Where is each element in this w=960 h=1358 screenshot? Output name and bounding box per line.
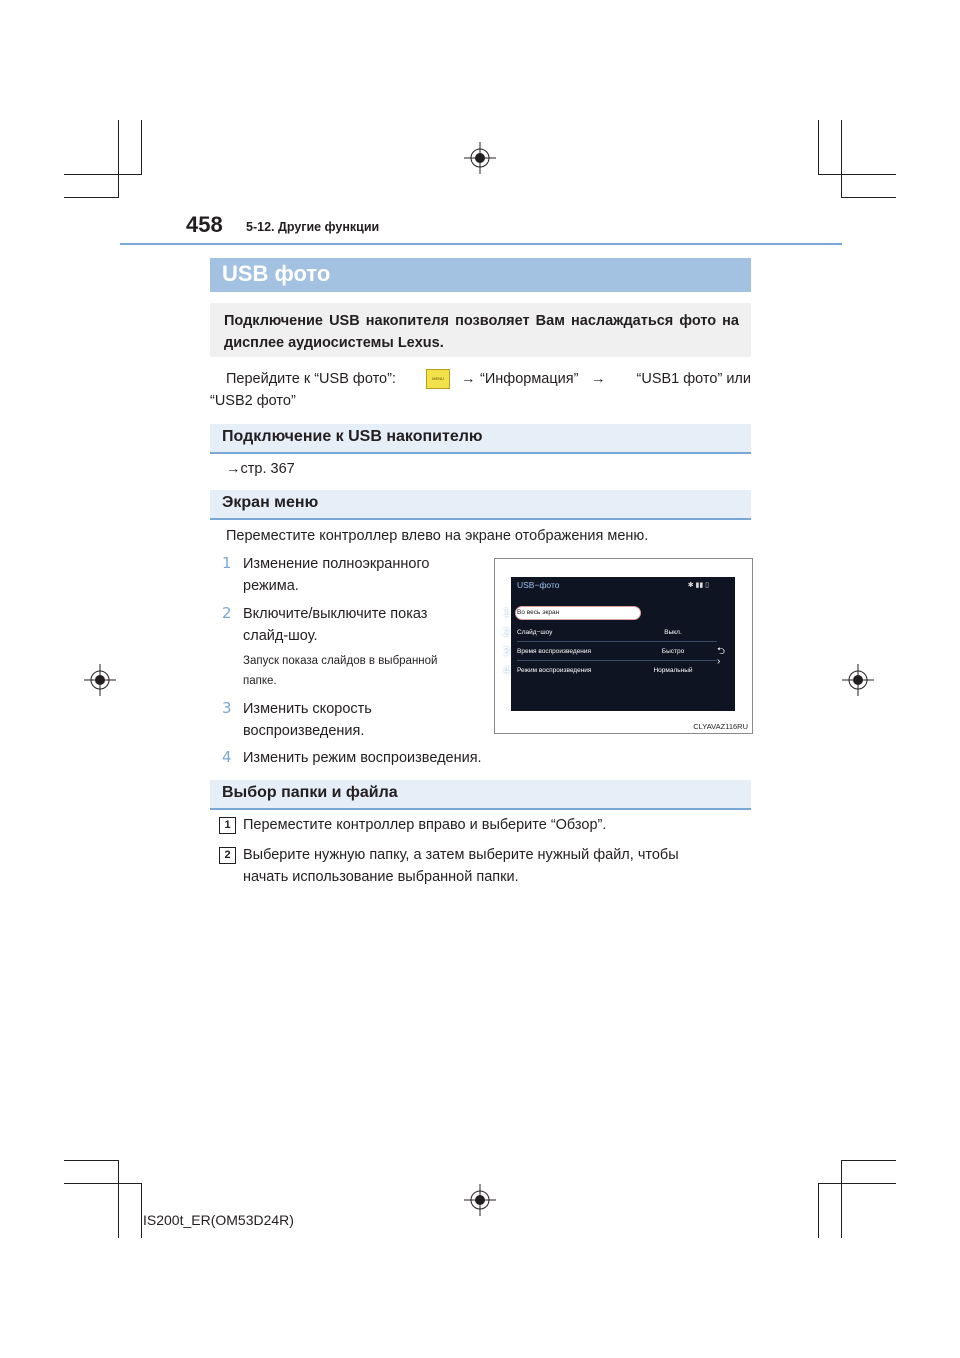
crop-mark [64,1160,119,1161]
nav-step-info: “Информация” [480,371,579,387]
page-reference-text: стр. 367 [240,461,295,477]
callout-number: 2 [222,604,232,622]
screen-row-label: Режим воспроизведения [517,667,592,674]
crop-mark [141,1183,142,1238]
nav-path-line2: “USB2 фото” [210,393,296,409]
arrow-icon: → [226,461,241,477]
crop-mark [841,120,842,198]
image-code: CLYAVAZ116RU [693,722,748,731]
screen-row-label: Слайд−шоу [517,629,553,636]
screen-row-value: Нормальный [653,667,693,674]
callout-note: Запуск показа слайдов в выбранной [243,655,438,667]
arrow-icon: → [591,371,606,387]
arrow-icon: → [461,371,476,387]
registration-mark-icon [464,1184,496,1216]
registration-mark-icon [84,664,116,696]
screen-callout: 1 [503,606,510,619]
crop-mark [64,174,142,175]
section-heading-bar [210,490,751,520]
menu-lead-text: Переместите контроллер влево на экране отображения меню. [226,528,649,544]
page-number: 458 [186,212,223,237]
header-rule [120,243,842,245]
crop-mark [141,120,142,175]
screen-side-arrow-icon: ⮌ › [717,646,726,667]
screen-row-value: Выкл. [664,629,682,636]
section-heading-bar [210,424,751,454]
callout-text: Включите/выключите показ [243,606,428,622]
section-heading: Подключение к USB накопителю [222,428,483,445]
step-number: 1 [219,817,236,834]
page-reference [226,458,295,480]
screen-row-label: Во весь экран [517,609,560,616]
step-number: 2 [219,847,236,864]
crop-mark [818,120,819,175]
section-heading-bar [210,780,751,810]
section-name: 5-12. Другие функции [246,220,380,234]
crop-mark [818,174,896,175]
registration-mark-icon [464,142,496,174]
screen-row-label: Время воспроизведения [517,648,591,655]
step-text: Переместите контроллер вправо и выберите “Обзор”. [243,817,607,833]
callout-number: 1 [222,554,232,572]
status-icons: ✱ ▮▮ ▯ [687,582,709,589]
display-screen [511,577,735,711]
registration-mark-icon [842,664,874,696]
screen-callout: 4 [503,664,510,677]
crop-mark [64,1183,142,1184]
callout-text: Изменить режим воспроизведения. [243,750,482,766]
callout-text: слайд-шоу. [243,628,318,644]
section-heading: Экран меню [222,494,319,511]
nav-path [226,368,751,390]
callout-text: Изменение полноэкранного [243,556,430,572]
screen-callout: 2 [503,626,510,639]
intro-text: Подключение USB накопителя позволяет Вам наслаждаться фото на дисплее аудиосистемы Lexus. [224,313,739,351]
screen-divider [517,641,717,642]
callout-number: 4 [222,748,232,766]
callout-note: папке. [243,675,277,687]
screen-row-value: Быстро [661,648,685,655]
step-text: Выберите нужную папку, а затем выберите нужный файл, чтобы [243,847,679,863]
crop-mark [841,1160,842,1238]
callout-text: режима. [243,578,299,594]
nav-step-usb1: “USB1 фото” или [636,371,751,387]
callout-number: 3 [222,699,232,717]
crop-mark [64,197,119,198]
crop-mark [118,120,119,198]
crop-mark [841,1160,896,1161]
intro-box [210,303,751,357]
crop-mark [841,197,896,198]
menu-button-label: MENU [432,376,444,381]
section-heading: Выбор папки и файла [222,784,398,801]
crop-mark [818,1183,819,1238]
crop-mark [818,1183,896,1184]
nav-prefix: Перейдите к “USB фото”: [226,371,396,387]
title-bar [210,258,751,292]
callout-text: Изменить скорость [243,701,372,717]
menu-button-icon [426,369,450,389]
model-code: IS200t_ER(OM53D24R) [143,1212,294,1228]
screen-title: USB−фото [517,580,560,590]
callout-text: воспроизведения. [243,723,365,739]
crop-mark [118,1160,119,1238]
screen-illustration [494,558,753,734]
page-title: USB фото [222,261,331,286]
screen-divider [517,660,717,661]
screen-callout: 3 [503,645,510,658]
step-text: начать использование выбранной папки. [243,869,519,885]
